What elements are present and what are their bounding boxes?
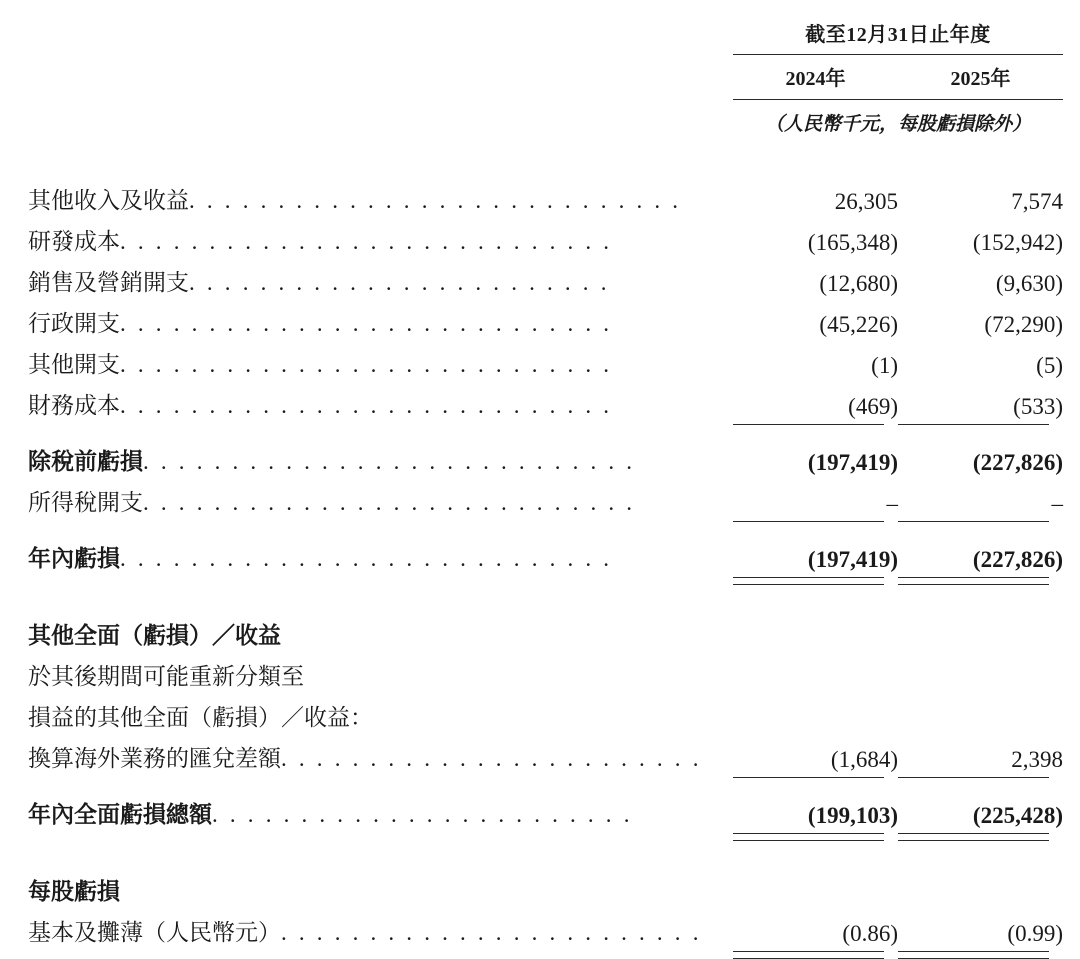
dot-leader: . . . . . . . . . . . . . . . . . . . . . . . . bbox=[189, 270, 610, 295]
row-value-2025: (5) bbox=[1036, 353, 1063, 378]
table-row bbox=[28, 342, 1063, 383]
dot-leader: . . . . . . . . . . . . . . . . . . . . . . . . . . . . bbox=[120, 229, 613, 254]
table-row bbox=[28, 869, 1063, 910]
row-label: 基本及攤薄（人民幣元）. . . . . . . . . . . . . . . . . . . . . . . . bbox=[28, 920, 702, 945]
table-row bbox=[28, 439, 1063, 480]
row-label: 除稅前虧損. . . . . . . . . . . . . . . . . . . . . . . . . . . . bbox=[28, 449, 636, 474]
row-label: 銷售及營銷開支. . . . . . . . . . . . . . . . . . . . . . . . bbox=[28, 270, 610, 295]
row-value-2025: (227,826) bbox=[972, 547, 1063, 572]
row-label: 行政開支. . . . . . . . . . . . . . . . . . . . . . . . . . . . bbox=[28, 311, 613, 336]
table-row bbox=[28, 695, 1063, 736]
row-value-2024 bbox=[733, 695, 898, 736]
table-row bbox=[28, 736, 1063, 777]
row-label: 年內全面虧損總額. . . . . . . . . . . . . . . . . . . . . . . . bbox=[28, 802, 633, 827]
row-label: 研發成本. . . . . . . . . . . . . . . . . . . . . . . . . . . . bbox=[28, 229, 613, 254]
income-statement-table bbox=[28, 14, 1063, 959]
row-label: 換算海外業務的匯兌差額. . . . . . . . . . . . . . . . . . . . . . . . bbox=[28, 746, 702, 771]
row-value-2024 bbox=[733, 654, 898, 695]
row-label: 損益的其他全面（虧損）／收益： bbox=[28, 705, 373, 730]
row-label: 其他開支. . . . . . . . . . . . . . . . . . . . . . . . . . . . bbox=[28, 352, 613, 377]
row-value-2024: 26,305 bbox=[834, 189, 898, 214]
row-value-2024: (197,419) bbox=[807, 547, 898, 572]
row-label: 財務成本. . . . . . . . . . . . . . . . . . . . . . . . . . . . bbox=[28, 393, 613, 418]
row-value-2025: – bbox=[1051, 491, 1063, 516]
double-rule-3 bbox=[28, 951, 1063, 959]
row-value-2024: (1,684) bbox=[830, 747, 898, 772]
row-value-2025 bbox=[898, 869, 1063, 910]
row-value-2024: (12,680) bbox=[819, 271, 898, 296]
row-value-2024 bbox=[733, 613, 898, 654]
dot-leader: . . . . . . . . . . . . . . . . . . . . . . . . . . . . bbox=[143, 449, 636, 474]
table-row bbox=[28, 260, 1063, 301]
row-value-2025 bbox=[898, 695, 1063, 736]
row-label: 每股虧損 bbox=[28, 879, 120, 904]
row-value-2025: (227,826) bbox=[972, 450, 1063, 475]
dot-leader: . . . . . . . . . . . . . . . . . . . . . . . . . . . . bbox=[120, 546, 613, 571]
row-label: 年內虧損. . . . . . . . . . . . . . . . . . . . . . . . . . . . bbox=[28, 546, 613, 571]
header-blank-cell-3 bbox=[28, 100, 733, 143]
table-row bbox=[28, 383, 1063, 424]
row-value-2025: (0.99) bbox=[1007, 921, 1063, 946]
row-value-2025: 7,574 bbox=[1011, 189, 1063, 214]
table-row bbox=[28, 792, 1063, 833]
period-header: 截至12月31日止年度 bbox=[733, 14, 1063, 55]
column-header-year-2025: 2025年 bbox=[898, 55, 1063, 100]
row-label: 其他收入及收益. . . . . . . . . . . . . . . . . . . . . . . . . . . . bbox=[28, 188, 682, 213]
row-value-2025: (72,290) bbox=[984, 312, 1063, 337]
header-blank-cell bbox=[28, 14, 733, 55]
dot-leader: . . . . . . . . . . . . . . . . . . . . . . . . . . . . bbox=[120, 311, 613, 336]
dot-leader: . . . . . . . . . . . . . . . . . . . . . . . . bbox=[212, 802, 633, 827]
row-value-2025 bbox=[898, 613, 1063, 654]
header-blank-cell-2 bbox=[28, 55, 733, 100]
row-value-2024: (45,226) bbox=[819, 312, 898, 337]
section-gap-2 bbox=[28, 841, 1063, 869]
double-rule-2 bbox=[28, 833, 1063, 841]
row-value-2025: (225,428) bbox=[972, 803, 1063, 828]
table-row bbox=[28, 910, 1063, 951]
column-header-year-2024: 2024年 bbox=[733, 55, 898, 100]
row-value-2025: 2,398 bbox=[1011, 747, 1063, 772]
dot-leader: . . . . . . . . . . . . . . . . . . . . . . . . . . . . bbox=[120, 393, 613, 418]
row-label: 其他全面（虧損）／收益 bbox=[28, 623, 281, 648]
row-value-2025: (152,942) bbox=[972, 230, 1063, 255]
row-value-2025: (533) bbox=[1013, 394, 1063, 419]
table-row bbox=[28, 480, 1063, 521]
row-value-2024: (0.86) bbox=[842, 921, 898, 946]
row-value-2024: (199,103) bbox=[807, 803, 898, 828]
row-value-2024 bbox=[733, 869, 898, 910]
table-row bbox=[28, 219, 1063, 260]
row-value-2024: (165,348) bbox=[807, 230, 898, 255]
table-header-years-row bbox=[28, 55, 1063, 100]
table-row bbox=[28, 654, 1063, 695]
row-label: 於其後期間可能重新分類至 bbox=[28, 664, 304, 689]
section-gap bbox=[28, 585, 1063, 613]
row-label: 所得稅開支. . . . . . . . . . . . . . . . . . . . . . . . . . . . bbox=[28, 490, 636, 515]
dot-leader: . . . . . . . . . . . . . . . . . . . . . . . . . . . . bbox=[120, 352, 613, 377]
table-row bbox=[28, 301, 1063, 342]
table-row bbox=[28, 536, 1063, 577]
dot-leader: . . . . . . . . . . . . . . . . . . . . . . . . . . . . bbox=[189, 188, 682, 213]
row-gap bbox=[28, 778, 1063, 792]
row-value-2024: – bbox=[886, 491, 898, 516]
table-header-unit-row bbox=[28, 100, 1063, 143]
table-header-period-row bbox=[28, 14, 1063, 55]
row-value-2024: (1) bbox=[871, 353, 898, 378]
double-rule bbox=[28, 577, 1063, 585]
table-row bbox=[28, 178, 1063, 219]
row-value-2025: (9,630) bbox=[995, 271, 1063, 296]
row-value-2025 bbox=[898, 654, 1063, 695]
unit-note: （人民幣千元，每股虧損除外） bbox=[764, 114, 1031, 135]
row-value-2024: (197,419) bbox=[807, 450, 898, 475]
dot-leader: . . . . . . . . . . . . . . . . . . . . . . . . bbox=[281, 920, 702, 945]
header-spacer bbox=[28, 142, 1063, 178]
table-row bbox=[28, 613, 1063, 654]
row-gap bbox=[28, 425, 1063, 439]
row-gap bbox=[28, 522, 1063, 536]
row-value-2024: (469) bbox=[848, 394, 898, 419]
dot-leader: . . . . . . . . . . . . . . . . . . . . . . . . bbox=[281, 746, 702, 771]
dot-leader: . . . . . . . . . . . . . . . . . . . . . . . . . . . . bbox=[143, 490, 636, 515]
